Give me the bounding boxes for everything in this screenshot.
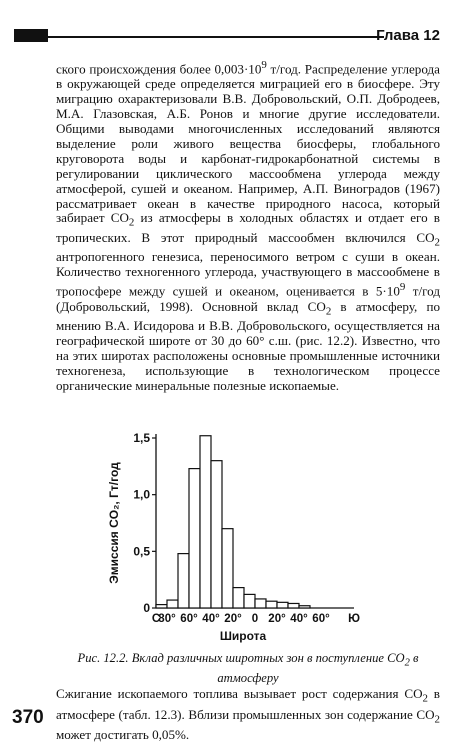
histogram-bar <box>266 601 277 608</box>
histogram-bar <box>222 529 233 608</box>
x-tick-label: Ю <box>348 613 360 625</box>
x-tick-label: 40° <box>290 613 308 625</box>
y-tick-label: 1,5 <box>133 431 150 445</box>
histogram-bar <box>189 469 200 608</box>
histogram-bar <box>233 588 244 608</box>
histogram-bar <box>288 603 299 608</box>
histogram-bar <box>178 554 189 608</box>
x-tick-label: 20° <box>268 613 286 625</box>
header-rule <box>48 36 384 38</box>
histogram-bar <box>244 594 255 608</box>
bottom-paragraph: Сжигание ископаемого топлива вызывает рост содержания $CO_2$ в атмосфере (табл. 12.3). Вблизи промышленных зон содержание $CO_2$ может достигать 0,05%. <box>56 686 440 743</box>
x-tick-label: 60° <box>312 613 330 625</box>
x-tick-label: С <box>151 613 161 625</box>
y-tick-label: 0 <box>143 601 150 615</box>
y-tick-label: 0,5 <box>133 544 150 559</box>
x-axis-label: Широта <box>219 629 267 643</box>
histogram-bar <box>156 605 167 608</box>
histogram-bar <box>211 461 222 608</box>
histogram-bar <box>200 436 211 608</box>
figure-12-2 <box>92 428 382 646</box>
page-header <box>0 0 454 46</box>
x-tick-label: 40° <box>202 613 220 625</box>
chapter-title: Глава 12 <box>376 27 440 44</box>
emission-chart <box>92 428 382 646</box>
x-tick-label: 60° <box>180 613 198 625</box>
x-tick-label: 80° <box>158 613 176 625</box>
histogram-bar <box>255 599 266 608</box>
y-tick-label: 1,0 <box>133 487 150 502</box>
x-tick-label: 0 <box>251 613 259 625</box>
page-number: 370 <box>12 707 44 728</box>
y-axis-label: Эмиссия CO₂, Гт/год <box>107 462 121 584</box>
histogram-bar <box>277 602 288 608</box>
figure-caption: Рис. 12.2. Вклад различных широтных зон в поступление $CO_2$ в атмосферу <box>77 651 419 685</box>
x-tick-label: 20° <box>224 613 242 625</box>
histogram-bar <box>167 600 178 608</box>
header-black-block <box>14 29 48 42</box>
histogram-bar <box>299 606 310 608</box>
body-paragraph: ского происхождения более $0,003\cdot 10^9$ т/год. Распределение углерода в окружающей среде определяется миграцией его в биосфере. Эту миграцию охарактеризовали В.В. Добровольский, О.П. Добродеев, М.А. Глазовская, А.Б. Ронов и многие другие исследователи. Общими выводами многочисленных исследований являются выделение роли живого вещества биосферы, глобального круговорота воды и карбонат-гидрокарбонатной системы в регулировании циклического массообмена углерода между атмосферой, сушей и океаном. Например, А.П. Виноградов (1967) рассматривает океан в качестве природного насоса, который забирает $CO_2$ из атмосферы в холодных областях и отдает его в тропических. В этот природный массообмен включился $CO_2$ антропогенного генезиса, переносимого ветром с суши в океан. Количество техногенного углерода, участвующего в массообмене в тропосфере между сушей и океаном, оценивается в $5\cdot 10^9$ т/год (Добровольский, 1998). Основной вклад $CO_2$ в атмосферу, по мнению В.А. Исидорова и В.В. Добровольского, осуществляется на географической широте от 30 до 60° с.ш. (рис. 12.2). Известно, что на этих широтах расположены основные промышленные источники техногенеза, использующие в технологическом процессе органические минеральные полезные ископаемые. <box>56 59 440 393</box>
